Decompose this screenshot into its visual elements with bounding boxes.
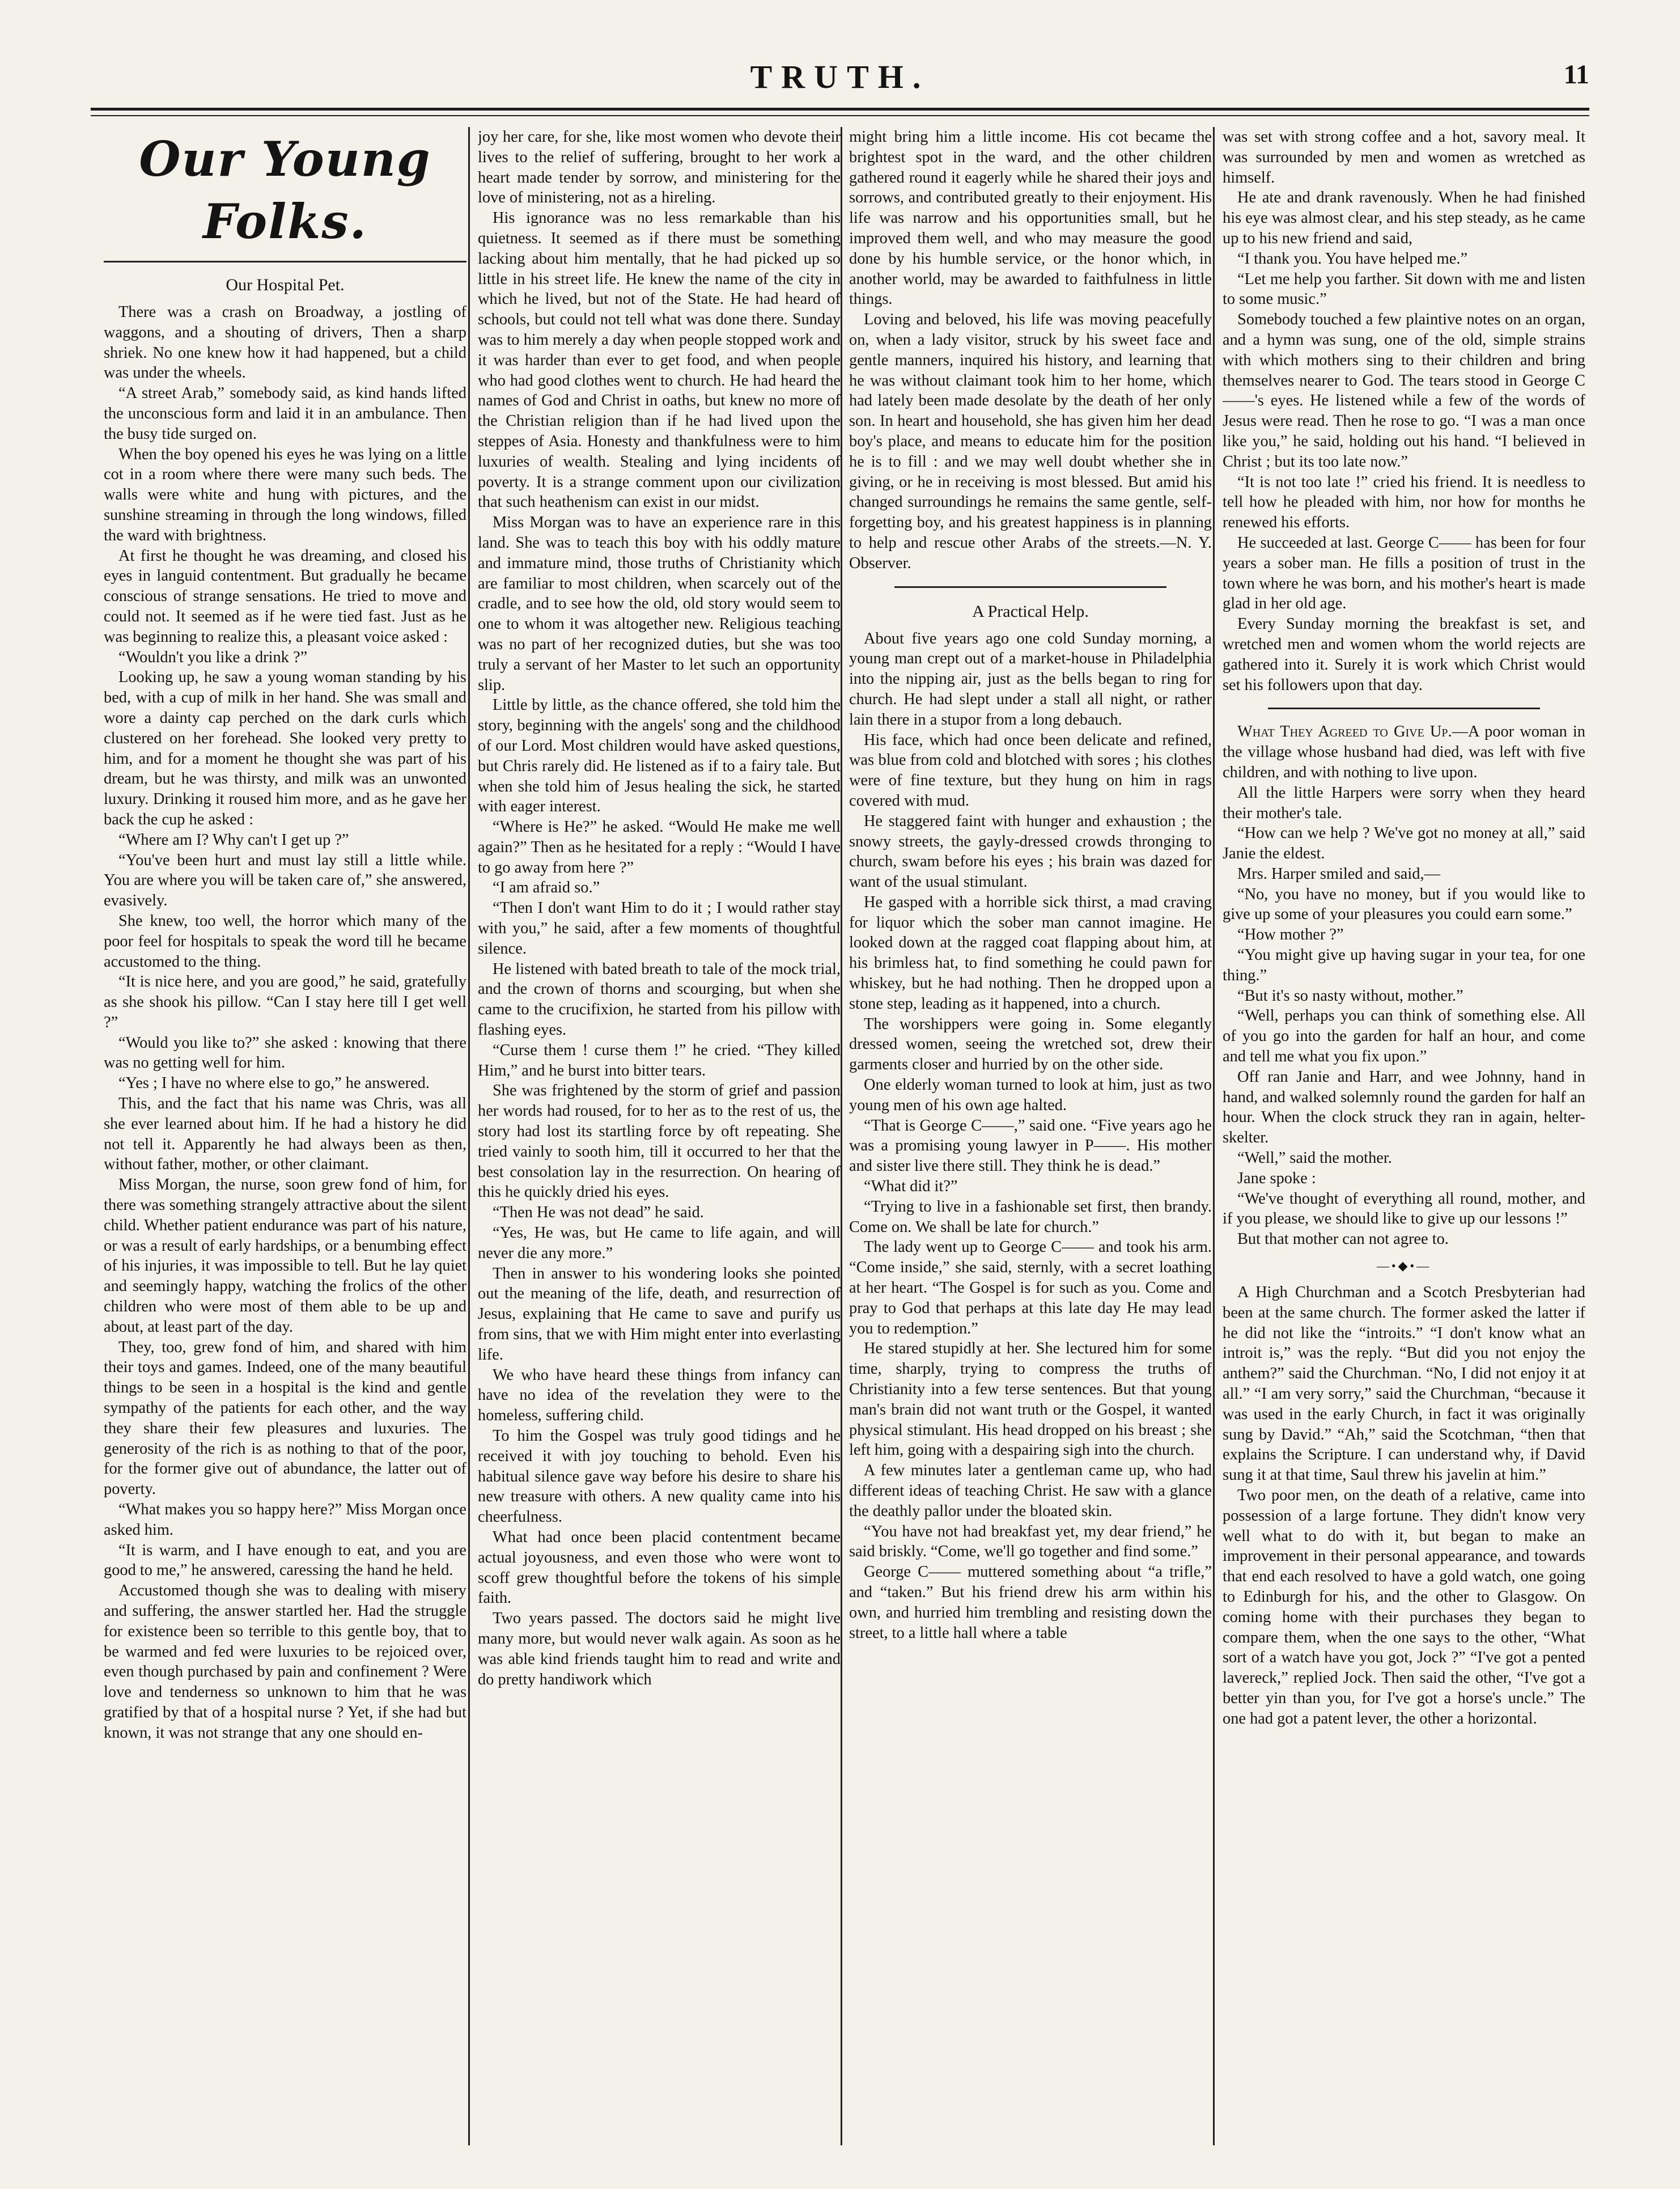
paragraph: A High Churchman and a Scotch Presbyterian had been at the same church. The former asked the latter if he did not like the “introits.” “I don't know what an introit is,” was the reply. “But did you not enjoy the anthem?” said the Churchman. “No, I did not enjoy it at all.” “I am very sorry,” said the Churchman, “because it was used in the early Church, in fact it was originally sung by David.” “Ah,” said the Scotchman, “then that explains the Scripture. I can understand why, if David sung it at that time, Saul threw his javelin at him.”	[1223, 1284, 1585, 1484]
paragraph: “It is nice here, and you are good,” he said, gratefully as she shook his pillow. “Can I stay here till I get well ?”	[104, 973, 466, 1031]
paragraph: Off ran Janie and Harr, and wee Johnny, hand in hand, and walked solemnly round the garden for half an hour. When the clock struck they ran in again, helter-skelter.	[1223, 1068, 1585, 1147]
paragraph: was set with strong coffee and a hot, savory meal. It was surrounded by men and women as wretched as himself.	[1223, 128, 1585, 187]
paragraph: “That is George C——,” said one. “Five years ago he was a promising young lawyer in P——. His mother and sister live there still. They think he is dead.”	[849, 1116, 1212, 1175]
page-number: 11	[1563, 60, 1589, 90]
paragraph: “Then I don't want Him to do it ; I would rather stay with you,” he said, after a few moments of thoughtful silence.	[478, 899, 841, 958]
paragraph: To him the Gospel was truly good tidings and he received it with joy touching to behold. Even his habitual silence gave way before his desire to share his new treasure with others. A new quality came into his cheerfulness.	[478, 1427, 841, 1526]
paragraph: He stared stupidly at her. She lectured him for some time, sharply, trying to compress the truths of Christianity into a few terse sentences. But that young man's brain did not want truth or the Gospel, it wanted physical stimulant. His head dropped on his breast ; she left him, going with a despairing sigh into the church.	[849, 1340, 1212, 1459]
paragraph: Mrs. Harper smiled and said,—	[1237, 865, 1440, 883]
paragraph: “Where am I? Why can't I get up ?”	[118, 831, 349, 849]
paragraph: “Would you like to?” she asked : knowing that there was no getting well for him.	[104, 1034, 466, 1072]
masthead-rule-thick	[91, 108, 1589, 111]
section-title: Our Young Folks.	[139, 131, 431, 249]
section-rule	[104, 261, 466, 262]
paragraph: Every Sunday morning the breakfast is set, and wretched men and women whom the world rejects are gathered into it. Surely it is work which Christ would set his followers upon that day.	[1223, 615, 1585, 694]
paragraph: “No, you have no money, but if you would like to give up some of your pleasures you could earn some.”	[1223, 885, 1585, 924]
column-divider	[841, 127, 842, 2145]
paragraph: “Where is He?” he asked. “Would He make me well again?” Then as he hesitated for a reply : “Would I have to go away from here ?”	[478, 818, 841, 877]
paragraph: “We've thought of everything all round, mother, and if you please, we should like to give up our lessons !”	[1223, 1189, 1585, 1228]
paragraph: “You've been hurt and must lay still a little while. You are where you will be taken care of,” she answered, evasively.	[104, 851, 466, 910]
masthead-rule-thin	[91, 115, 1589, 116]
paragraph: “A street Arab,” somebody said, as kind hands lifted the unconscious form and laid it in an ambulance. Then the busy tide surged on.	[104, 384, 466, 443]
paragraph: Jane spoke :	[1237, 1169, 1316, 1187]
paragraph: might bring him a little income. His cot became the brightest spot in the ward, and the other children gathered round it eagerly while he shared their joys and sorrows, and contributed greatly to their enjoyment. His life was narrow and his opportunities small, but he improved them well, and who may measure the good done by his humble service, or the honor which, in another world, may be awarded to faithfulness in little things.	[849, 128, 1212, 308]
paragraph: “Well,” said the mother.	[1237, 1149, 1392, 1167]
paragraph: The lady went up to George C—— and took his arm. “Come inside,” she said, sternly, with a secret loathing at her heart. “The Gospel is for such as you. Come and pray to God that perhaps at this late day He may lead you to redemption.”	[849, 1238, 1212, 1337]
paragraph: joy her care, for she, like most women who devote their lives to the relief of suffering, brought to her work a heart made tender by sorrow, and ministering for the love of ministering, not as a hireling.	[478, 128, 841, 207]
article-body	[849, 127, 1212, 574]
article-body	[849, 629, 1212, 1644]
paragraph: “I am afraid so.”	[493, 879, 600, 897]
column-4	[1223, 127, 1585, 2145]
paragraph: When the boy opened his eyes he was lying on a little cot in a room where there were many such beds. The walls were white and hung with pictures, and the sunshine streaming in through the long windows, filled the ward with brightness.	[104, 445, 466, 544]
paragraph: “Well, perhaps you can think of something else. All of you go into the garden for half an hour, and come and tell me what you fix upon.”	[1223, 1007, 1585, 1066]
paragraph: “You have not had breakfast yet, my dear friend,” he said briskly. “Come, we'll go together and find some.”	[849, 1522, 1212, 1561]
article-separator	[1268, 708, 1540, 709]
paragraph: “It is warm, and I have enough to eat, and you are good to me,” he answered, caressing the hand he held.	[104, 1541, 466, 1580]
article-separator	[894, 586, 1166, 588]
paragraph: Two poor men, on the death of a relative, came into possession of a large fortune. They didn't know very well what to do with it, but began to make an improvement in their personal appearance, and towards that end each resolved to have a gold watch, one going to Edinburgh for his, and the other to Glasgow. On coming home with their purchases they began to compare them, when the one says to the other, “What sort of a watch have you got, Jock ?” “I've got a pented lavereck,” replied Jock. Then said the other, “I've got a better yin than you, for I've got a horse's uncle.” The one had got a patent lever, the other a horizontal.	[1223, 1487, 1585, 1728]
article-body	[478, 127, 841, 1690]
paragraph: “Wouldn't you like a drink ?”	[118, 648, 308, 666]
paragraph	[1223, 722, 1585, 782]
paragraph: “You might give up having sugar in your tea, for one thing.”	[1223, 946, 1585, 984]
paragraph: His ignorance was no less remarkable than his quietness. It seemed as if there must be something lacking about him mentally, that he had picked up so little in his street life. He knew the name of the city in which he lived, but not of the State. He had heard of schools, but could not tell what was done there. Sunday was to him merely a day when people stopped work and it was harder than ever to get food, and when people who had good clothes went to church. He had heard the names of God and Christ in oaths, but knew no more of the Christian religion than if he had lived upon the steppes of Asia. Honesty and thankfulness were to him luxuries of wealth. Stealing and lying incidents of poverty. It is a strange comment upon our civilization that such heathenism can exist in our midst.	[478, 209, 841, 511]
paragraph: She knew, too well, the horror which many of the poor feel for hospitals to speak the word till he became accustomed to the thing.	[104, 912, 466, 971]
column-divider	[1213, 127, 1215, 2145]
column-3	[849, 127, 1212, 2145]
paragraph: He succeeded at last. George C—— has been for four years a sober man. He fills a position of trust in the town where he was born, and his mother's heart is made glad in her old age.	[1223, 534, 1585, 613]
article-body	[104, 302, 466, 1743]
article-title: A Practical Help.	[972, 602, 1089, 621]
paragraph: Looking up, he saw a young woman standing by his bed, with a cup of milk in her hand. She was small and wore a dainty cap perched on the dark curls which clustered on her forehead. She looked very pretty to him, and for a moment he thought she was part of his dream, but he was thirsty, and milk was an unwonted luxury. Drinking it roused him more, and as he gave her back the cup he asked :	[104, 668, 466, 828]
paragraph: “Curse them ! curse them !” he cried. “They killed Him,” and he burst into bitter tears.	[478, 1041, 841, 1079]
paragraph: “Trying to live in a fashionable set first, then brandy. Come on. We shall be late for church.”	[849, 1197, 1212, 1236]
paragraph: The worshippers were going in. Some elegantly dressed women, seeing the wretched sot, drew their garments closer and hurried by on the other side.	[849, 1015, 1212, 1074]
column-divider	[468, 127, 470, 2145]
paragraph: “It is not too late !” cried his friend. It is needless to tell how he pleaded with him, nor how for months he renewed his efforts.	[1223, 473, 1585, 532]
paragraph: Loving and beloved, his life was moving peacefully on, when a lady visitor, struck by his sweet face and gentle manners, inquired his history, and learning that he was without claimant took him to her home, which had lately been made desolate by the death of her only son. In heart and household, she has given him her dead boy's place, and means to educate him for the position he is to fill : and we may well doubt whether she in giving, or he in receiving is most blessed. But amid his changed surroundings he remains the same gentle, self-forgetting boy, and his greatest happiness is in planning to help and rescue other Arabs of the streets.—N. Y. Observer.	[849, 311, 1212, 572]
column-2	[478, 127, 841, 2145]
paragraph: He staggered faint with hunger and exhaustion ; the snowy streets, the gayly-dressed crowds thronging to church, swam before his eyes ; his brain was dazed for want of the usual stimulant.	[849, 812, 1212, 891]
paragraph: “I thank you. You have helped me.”	[1237, 249, 1468, 268]
paragraph: This, and the fact that his name was Chris, was all she ever learned about him. If he had a history he did not tell it. Apparently he had always been as then, without father, mother, or other claimant.	[104, 1095, 466, 1174]
paragraph: Two years passed. The doctors said he might live many more, but would never walk again. As soon as he was able kind friends taught him to read and write and do pretty handiwork which	[478, 1610, 841, 1688]
column-1	[104, 127, 466, 2145]
paragraph: “Then He was not dead” he said.	[493, 1204, 704, 1222]
paragraph: “But it's so nasty without, mother.”	[1237, 986, 1463, 1005]
paragraph: George C—— muttered something about “a trifle,” and “taken.” But his friend drew his arm within his own, and hurried him trembling and resisting down the street, to a little hall where a table	[849, 1563, 1212, 1642]
paragraph: He ate and drank ravenously. When he had finished his eye was almost clear, and his step steady, as he came up to his new friend and said,	[1223, 189, 1585, 247]
paragraph: But that mother can not agree to.	[1237, 1230, 1449, 1248]
article-body	[1223, 783, 1585, 1250]
ornament-divider: —•◆•—	[1376, 1259, 1432, 1273]
paragraph: “How can we help ? We've got no money at all,” said Janie the eldest.	[1223, 824, 1585, 863]
paragraph: At first he thought he was dreaming, and closed his eyes in languid contentment. But gradually he became conscious of strange sensations. He tried to move and could not. It seemed as if he were tied fast. Just as he was beginning to realize this, a pleasant voice asked :	[104, 547, 466, 646]
paragraph: We who have heard these things from infancy can have no idea of the revelation they were to the homeless, suffering child.	[478, 1366, 841, 1425]
article-title: Our Hospital Pet.	[226, 276, 345, 294]
paragraph: His face, which had once been delicate and refined, was blue from cold and blotched with sores ; his clothes were of fine texture, but they hung on him in rags covered with mud.	[849, 731, 1212, 810]
paragraph: Miss Morgan was to have an experience rare in this land. She was to teach this boy with his oddly mature and immature mind, those truths of Christianity which are familiar to most children, when scarcely out of the cradle, and to see how the old, old story would seem to one to whom it was altogether new. Religious teaching was no part of her recognized duties, but she was too truly a servant of her Master to let such an opportunity slip.	[478, 514, 841, 694]
paragraph: “What makes you so happy here?” Miss Morgan once asked him.	[104, 1501, 466, 1539]
paragraph: She was frightened by the storm of grief and passion her words had roused, for to her as to the rest of us, the story had lost its startling force by oft repeating. She tried vainly to sooth him, till it occurred to her that the best consolation lay in the resurrection. On hearing of this he quickly dried his eyes.	[478, 1082, 841, 1201]
newspaper-title: TRUTH.	[750, 58, 930, 95]
paragraph: He gasped with a horrible sick thirst, a mad craving for liquor which the sober man cannot imagine. He looked down at the ragged coat flapping about him, at his brimless hat, to find something he could pawn for whiskey, but he had nothing. Then he dropped upon a stone step, leading as it happened, into a church.	[849, 893, 1212, 1013]
paragraph: All the little Harpers were sorry when they heard their mother's tale.	[1223, 784, 1585, 822]
article-lead-title: What They Agreed to Give Up.	[1237, 723, 1452, 741]
paragraph: “How mother ?”	[1237, 926, 1344, 944]
paragraph: Miss Morgan, the nurse, soon grew fond of him, for there was something strangely attractive about the silent child. Whether patient endurance was part of his nature, or was a result of early hardships, or a benumbing effect of his injuries, it was impossible to tell. But he lay quiet and seemingly happy, watching the frolics of the other children who were most of them able to be up and about, at least part of the day.	[104, 1176, 466, 1336]
paragraph: “Yes ; I have no where else to go,” he answered.	[118, 1074, 430, 1093]
masthead	[91, 54, 1589, 111]
paragraph: Accustomed though she was to dealing with misery and suffering, the answer startled her. Had the struggle for existence been so terrible to this gentle boy, that to be warmed and fed were luxuries to be rejoiced over, even though purchased by pain and confinement ? Were love and tenderness so unknown to him that he was gratified by that of a hospital nurse ? Yet, if she had but known, it was not strange that any one should en-	[104, 1582, 466, 1742]
paragraph: Then in answer to his wondering looks she pointed out the meaning of the life, death, and resurrection of Jesus, explaining that He came to save and purify us from sins, that we with Him might enter into everlasting life.	[478, 1264, 841, 1364]
paragraph: He listened with bated breath to tale of the mock trial, and the crown of thorns and scourging, but when she came to the crucifixion, he started from his pillow with flashing eyes.	[478, 960, 841, 1039]
paragraph: “Yes, He was, but He came to life again, and will never die any more.”	[478, 1224, 841, 1262]
paragraph: “Let me help you farther. Sit down with me and listen to some music.”	[1223, 270, 1585, 308]
paragraph: One elderly woman turned to look at him, just as two young men of his own age halted.	[849, 1076, 1212, 1114]
paragraph: Little by little, as the chance offered, she told him the story, beginning with the angels' song and the childhood of our Lord. Most children would have asked questions, but Chris rarely did. He listened as if to a fairy tale. But when she told him of Jesus healing the sick, he started with eager interest.	[478, 696, 841, 816]
paragraph: “What did it?”	[864, 1178, 958, 1196]
article-body	[1223, 1282, 1585, 1729]
paragraph-text: —A poor woman in the village whose husband had died, was left with five children, and with nothing to live upon.	[1223, 723, 1585, 781]
article-body	[1223, 127, 1585, 695]
paragraph: Somebody touched a few plaintive notes on an organ, and a hymn was sung, one of the old, simple strains with which mothers sing to their children and bring themselves nearer to God. The tears stood in George C——'s eyes. He listened while a few of the words of Jesus were read. Then he rose to go. “I was a man once like you,” he said, holding out his hand. “I believed in Christ ; but its too late now.”	[1223, 311, 1585, 471]
paragraph: There was a crash on Broadway, a jostling of waggons, and a shouting of drivers, Then a sharp shriek. No one knew how it had happened, but a child was under the wheels.	[104, 303, 466, 382]
paragraph: A few minutes later a gentleman came up, who had different ideas of teaching Christ. He saw with a glance the deathly pallor under the bloated skin.	[849, 1462, 1212, 1520]
paragraph: They, too, grew fond of him, and shared with him their toys and games. Indeed, one of the many beautiful things to be seen in a hospital is the kind and gentle sympathy of the patients for each other, and the way they share their few pleasures and luxuries. The generosity of the rich is as nothing to that of the poor, for the former give out of abundance, the latter out of poverty.	[104, 1338, 466, 1498]
paragraph: About five years ago one cold Sunday morning, a young man crept out of a market-house in Philadelphia into the nipping air, just as the bells began to ring for church. He had slept under a stall all night, or rather lain there in a stupor from a long debauch.	[849, 629, 1212, 729]
paragraph: What had once been placid contentment became actual joyousness, and even those who were wont to scoff grew thoughtful before the tokens of his simple faith.	[478, 1528, 841, 1607]
